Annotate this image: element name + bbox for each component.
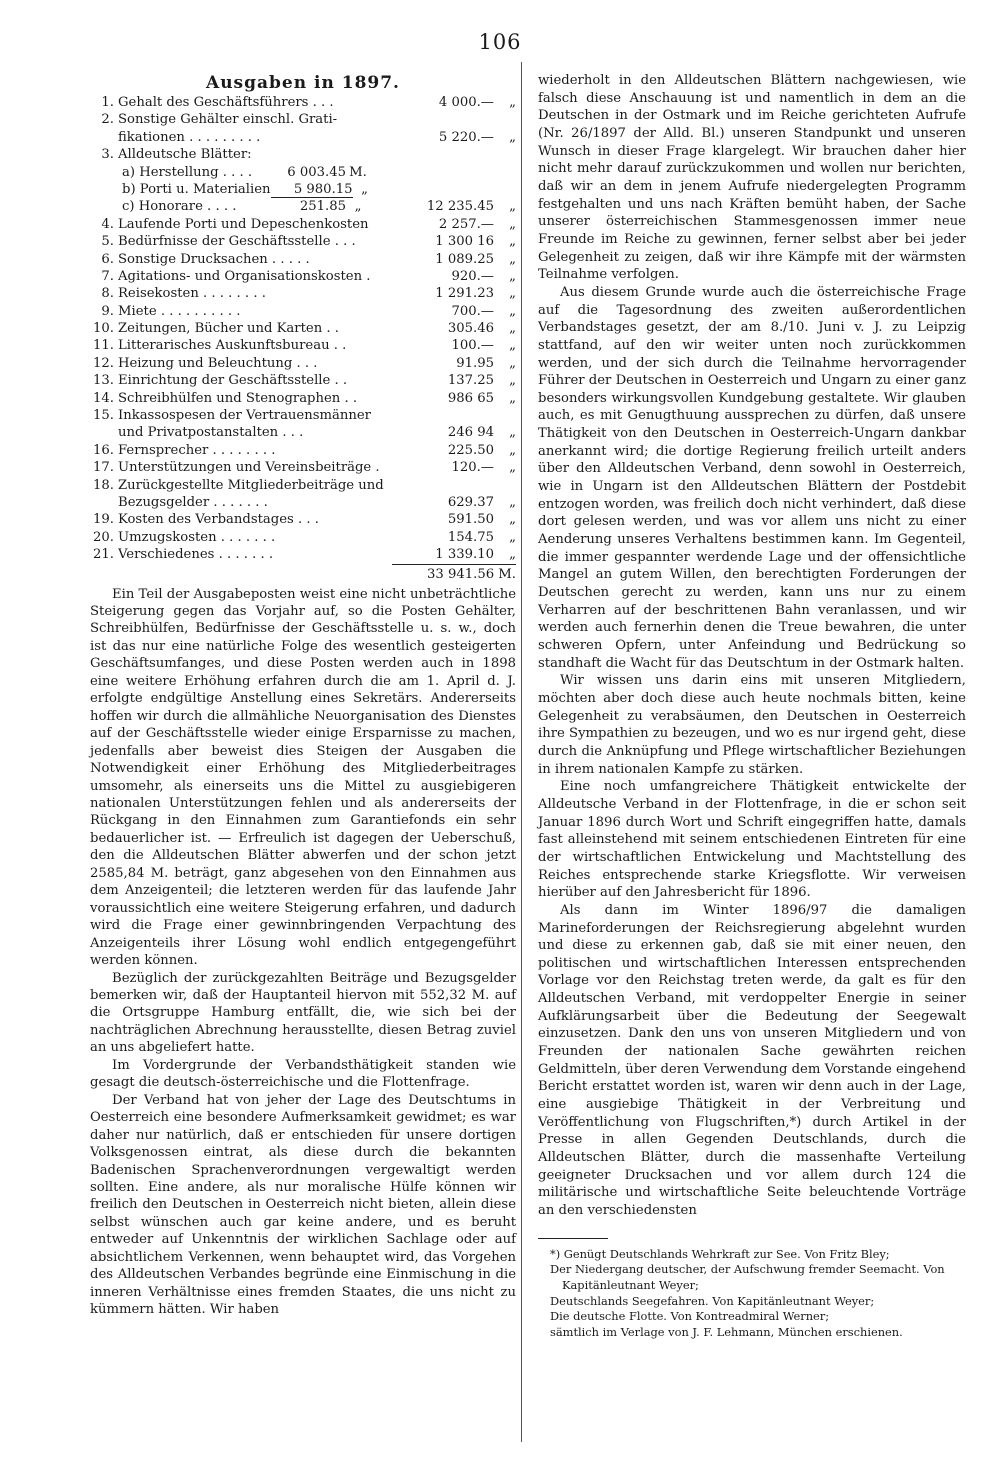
- expenses-total-row: [90, 564, 516, 584]
- body-paragraph: Der Verband hat von jeher der Lage des Deutschtums in Oesterreich eine besondere Aufmerksamkeit gewidmet; es war daher nur natürlich, daß er entschieden für unsere dortigen Volksgenossen eintrat, als diese durch die bekannten Badenischen Sprachenverordnungen vergewaltigt werden sollten. Eine andere, als nur moralische Hülfe können wir freilich den Deutschen in Oesterreich nicht bieten, allein diese selbst wünschen auch gar keine andere, und es beruht entweder auf Unkenntnis der wirklichen Sachlage oder auf absichtlichem Verkennen, wenn behauptet wird, das Vorgehen des Alldeutschen Verbandes begründe eine Einmischung in die inneren Verhältnisse eines fremden Staates, die uns nicht zu kümmern hätten. Wir haben: [90, 1092, 516, 1318]
- expense-subrow: a) Herstellung . . . . 6 003.45 M.: [122, 164, 367, 180]
- expense-row: 14. Schreibhülfen und Stenographen . . 986 65 „: [93, 390, 516, 406]
- left-column: [90, 72, 516, 1319]
- expense-row: 17. Unterstützungen und Vereinsbeiträge . 120.— „: [93, 460, 516, 476]
- expense-row: 2. Sonstige Gehälter einschl. Grati-: [101, 112, 338, 128]
- expense-row: 7. Agitations- und Organisationskosten . 920.— „: [101, 268, 516, 284]
- expense-row: 13. Einrichtung der Geschäftsstelle . . 137.25 „: [93, 373, 516, 389]
- footnote-line: *) Genügt Deutschlands Wehrkraft zur See. Von Fritz Bley;: [550, 1246, 890, 1261]
- expense-row: 11. Litterarisches Auskunftsbureau . . 100.— „: [93, 338, 516, 354]
- expense-row: 21. Verschiedenes . . . . . . . 1 339.10 „: [93, 547, 516, 563]
- footnote-line: Der Niedergang deutscher, der Aufschwung fremder Seemacht. Von Kapitänleutnant Weyer;: [550, 1262, 945, 1293]
- expense-row: 20. Umzugskosten . . . . . . . 154.75 „: [93, 529, 516, 545]
- body-paragraph: Bezüglich der zurückgezahlten Beiträge und Bezugsgelder bemerken wir, daß der Hauptanteil hiervon mit 552,32 M. auf die Ortsgruppe Hamburg entfällt, die, wie sich bei der nachträglichen Abrechnung herausstellte, diesen Betrag zuviel an uns abgeliefert hatte.: [90, 970, 516, 1056]
- expense-row: 16. Fernsprecher . . . . . . . . 225.50 „: [93, 442, 516, 458]
- expense-row: und Privatpostanstalten . . . 246 94 „: [118, 425, 516, 441]
- expense-subrow: c) Honorare . . . . 251.85 „ 12 235.45 „: [122, 199, 516, 215]
- body-paragraph: wiederholt in den Alldeutschen Blättern nachgewiesen, wie falsch diese Anschauung ist und namentlich in dem an die Deutschen in der Ostmark und im Reiche gerichteten Aufrufe (Nr. 26/1897 der Alld. Bl.) unseren Standpunkt und unseren Wunsch in dieser Frage klargelegt. Wir brauchen daher hier nicht mehr darauf zurückzukommen und wollen nur berichten, daß wir an dem in jenem Aufrufe niedergelegten Programm festgehalten und uns nach Kräften bemüht haben, der Sache unserer österreichischen Stammesgenossen immer neue Freunde im Reiche zu gewinnen, ferner selbst aber bei jeder Gelegenheit zu zeigen, daß wir ihre Kämpfe mit der wärmsten Teilnahme verfolgen.: [538, 73, 966, 283]
- expense-row: 9. Miete . . . . . . . . . . 700.— „: [101, 303, 516, 319]
- expenses-total: 33 941.56 M.: [392, 564, 516, 584]
- right-column: [538, 72, 966, 1341]
- expense-row: 15. Inkassospesen der Vertrauensmänner: [93, 408, 371, 424]
- body-paragraph: Wir wissen uns darin eins mit unseren Mitgliedern, möchten aber doch diese auch heute nochmals bitten, keine Gelegenheit zu verabsäumen, den Deutschen in Oesterreich ihre Sympathien zu bezeugen, und wo es nur irgend geht, diese durch die Anknüpfung und Pflege wirtschaftlicher Beziehungen in ihrem nationalen Kampfe zu stärken.: [538, 673, 966, 777]
- expense-subitems: [90, 164, 516, 216]
- expense-list-b: [90, 216, 516, 564]
- expenses-heading: Ausgaben in 1897.: [206, 73, 400, 93]
- expense-row: 5. Bedürfnisse der Geschäftsstelle . . . 1 300 16 „: [101, 234, 516, 250]
- expense-list-a: [90, 94, 516, 164]
- expense-row: 10. Zeitungen, Bücher und Karten . . 305.46 „: [93, 321, 516, 337]
- body-paragraph: Aus diesem Grunde wurde auch die österreichische Frage auf die Tagesordnung des zweiten außerordentlichen Verbandstages gesetzt, der am 8./10. Juni v. J. zu Leipzig stattfand, auf den wir weiter unten noch zurückkommen werden, und der sich durch die Teilnahme hervorragender Führer der Deutschen in Oesterreich und Ungarn zu einer ganz besonders wirkungsvollen Kundgebung gestaltete. Wir glauben auch, es mit Genugthuung aussprechen zu dürfen, daß unsere Thätigkeit von den Deutschen in Oesterreich-Ungarn dankbar anerkannt wird; die dortige Regierung freilich urteilt anders über den Alldeutschen Verband, denn sowohl in Oesterreich, wie in Ungarn ist den Alldeutschen Blättern der Postdebit entzogen worden, was freilich doch nicht verhindert, daß diese dort gelesen werden, und was vor allem uns nicht zu einer Aenderung unseres Verhaltens bestimmen kann. Im Gegenteil, die immer gespannter werdende Lage und der offensichtliche Mangel an gutem Willen, den berechtigten Forderungen der Deutschen gerecht zu werden, kann uns nur zu einem Verharren auf der beschrittenen Bahn veranlassen, und wir werden auch fernerhin denen die Treue bewahren, die unter schweren Opfern, unter Anfeindung und Bedrückung so standhaft die Wacht für das Deutschtum in der Ostmark halten.: [538, 284, 966, 671]
- page-number: 106: [478, 30, 522, 54]
- expense-row: 3. Alldeutsche Blätter:: [101, 147, 252, 163]
- expense-row: 6. Sonstige Drucksachen . . . . . 1 089.25 „: [101, 251, 516, 267]
- expense-row: 4. Laufende Porti und Depeschenkosten 2 257.— „: [101, 216, 516, 232]
- expense-subrow: b) Porti u. Materialien 5 980.15 „: [122, 181, 368, 197]
- footnote-line: Deutschlands Seegefahren. Von Kapitänleutnant Weyer;: [550, 1293, 875, 1308]
- footnote-rule: [538, 1238, 608, 1239]
- expense-row: Bezugsgelder . . . . . . . 629.37 „: [118, 494, 516, 510]
- column-divider: [521, 62, 522, 1442]
- body-paragraph: Im Vordergrunde der Verbandsthätigkeit standen wie gesagt die deutsch-österreichische und die Flottenfrage.: [90, 1057, 516, 1091]
- expense-row: 12. Heizung und Beleuchtung . . . 91.95 „: [93, 355, 516, 371]
- expense-row: 1. Gehalt des Geschäftsführers . . . 4 000.— „: [101, 94, 516, 110]
- footnotes: [538, 1247, 966, 1341]
- footnote-line: Die deutsche Flotte. Von Kontreadmiral Werner;: [550, 1309, 830, 1324]
- expense-row: 18. Zurückgestellte Mitgliederbeiträge und: [93, 477, 384, 493]
- body-paragraph: Ein Teil der Ausgabeposten weist eine nicht unbeträchtliche Steigerung gegen das Vorjahr auf, so die Posten Gehälter, Schreibhülfen, Bedürfnisse der Geschäftsstelle u. s. w., doch ist das nur eine natürliche Folge des wesentlich gesteigerten Geschäftsumfanges, und diese Posten werden auch in 1898 eine weitere Erhöhung erfahren durch die am 1. April d. J. erfolgte endgültige Anstellung eines Sekretärs. Andererseits hoffen wir durch die allmähliche Neuorganisation des Dienstes auf der Geschäftsstelle wieder einige Ersparnisse zu machen, jedenfalls aber beweist dies Steigen der Ausgaben die Notwendigkeit einer Erhöhung des Mitgliederbeitrages umsomehr, als einerseits uns die Mittel zu ausgiebigeren nationalen Unterstützungen fehlen und als andererseits der Rückgang in den Einnahmen zum Garantiefonds ein sehr bedauerlicher ist. — Erfreulich ist dagegen der Ueberschuß, den die Alldeutschen Blätter abwerfen und der schon jetzt 2585,84 M. beträgt, ganz abgesehen von den Einnahmen aus dem Anzeigenteil; die letzteren werden für das laufende Jahr voraussichtlich eine weitere Steigerung erfahren, und dadurch wird die Frage einer gewinnbringenden Verpachtung des Anzeigenteils ihrer Lösung wohl endlich entgegengeführt werden können.: [90, 586, 516, 969]
- body-paragraph: Eine noch umfangreichere Thätigkeit entwickelte der Alldeutsche Verband in der Flottenfrage, in die er schon seit Januar 1896 durch Wort und Schrift eingegriffen hatte, damals fast alleinstehend mit seinem entschiedenen Eintreten für eine der wirtschaftlichen Entwickelung und Machtstellung des Reiches entsprechende starke Kriegsflotte. Wir verweisen hierüber auf den Jahresbericht für 1896.: [538, 779, 966, 901]
- expense-row: 19. Kosten des Verbandstages . . . 591.50 „: [93, 512, 516, 528]
- expense-row: 8. Reisekosten . . . . . . . . 1 291.23 „: [101, 286, 516, 302]
- expense-row: fikationen . . . . . . . . . 5 220.— „: [118, 129, 516, 145]
- body-paragraph: Als dann im Winter 1896/97 die damaligen Marineforderungen der Reichsregierung abgelehnt wurden und diese zu erkennen gab, daß sie mit einer neuen, den politischen und wirtschaftlichen Interessen entsprechenden Vorlage vor den Reichstag treten werde, da galt es für den Alldeutschen Verband, mit verdoppelter Energie in seiner Aufklärungsarbeit über die Bedeutung der Seegewalt einzusetzen. Dank den uns von unseren Mitgliedern und von Freunden der nationalen Sache gewährten reichen Geldmitteln, über deren Verwendung dem Vorstande eingehend Bericht erstattet worden ist, waren wir denn auch in der Lage, eine ausgiebige Thätigkeit in der Verbreitung und Veröffentlichung von Flugschriften,*) durch Artikel in der Presse in allen Gegenden Deutschlands, durch die Alldeutschen Blätter, durch die massenhafte Verteilung geeigneter Drucksachen und vor allem durch 124 die militärische und wirtschaftliche Seite beleuchtende Vorträge an den verschiedensten: [538, 902, 966, 1218]
- footnote-line: sämtlich im Verlage von J. F. Lehmann, München erschienen.: [550, 1325, 903, 1340]
